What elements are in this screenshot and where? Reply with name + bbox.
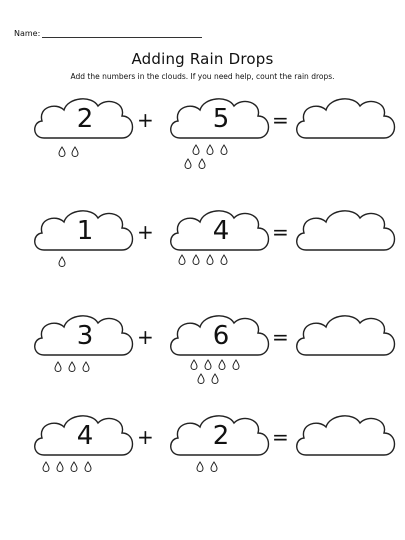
name-row bbox=[14, 29, 202, 38]
plus-sign: + bbox=[137, 220, 154, 244]
addend-number: 2 bbox=[76, 104, 94, 134]
rain-drop-icon bbox=[197, 373, 205, 384]
addend-cloud-b bbox=[166, 311, 276, 361]
answer-cloud[interactable] bbox=[292, 94, 402, 144]
rain-drop-icon bbox=[58, 256, 66, 267]
rain-drop-icon bbox=[70, 461, 78, 472]
addend-number: 5 bbox=[212, 104, 230, 134]
rain-drop-icon bbox=[58, 146, 66, 157]
addend-cloud-a bbox=[30, 311, 140, 361]
problem-row-1 bbox=[0, 88, 405, 198]
rain-drop-icon bbox=[220, 144, 228, 155]
equals-sign: = bbox=[272, 425, 289, 449]
rain-drop-icon bbox=[232, 359, 240, 370]
addend-number: 3 bbox=[76, 321, 94, 351]
addend-cloud-b bbox=[166, 206, 276, 256]
addend-cloud-a bbox=[30, 94, 140, 144]
equals-sign: = bbox=[272, 108, 289, 132]
worksheet-title: Adding Rain Drops bbox=[131, 50, 274, 68]
addend-cloud-a bbox=[30, 206, 140, 256]
rain-drop-icon bbox=[196, 461, 204, 472]
problem-row-3 bbox=[0, 305, 405, 415]
rain-drop-icon bbox=[71, 146, 79, 157]
rain-drop-icon bbox=[206, 254, 214, 265]
rain-drop-icon bbox=[210, 461, 218, 472]
rain-drop-icon bbox=[56, 461, 64, 472]
answer-cloud[interactable] bbox=[292, 206, 402, 256]
addend-cloud-a bbox=[30, 411, 140, 461]
addend-number: 4 bbox=[76, 421, 94, 451]
plus-sign: + bbox=[137, 108, 154, 132]
rain-drop-icon bbox=[192, 144, 200, 155]
name-label: Name: bbox=[14, 29, 41, 38]
rain-drop-icon bbox=[220, 254, 228, 265]
problem-row-2 bbox=[0, 200, 405, 310]
addend-number: 2 bbox=[212, 421, 230, 451]
name-field-line[interactable] bbox=[42, 29, 202, 38]
rain-drop-icon bbox=[42, 461, 50, 472]
rain-drop-icon bbox=[84, 461, 92, 472]
rain-drop-icon bbox=[54, 361, 62, 372]
rain-drop-icon bbox=[192, 254, 200, 265]
rain-drop-icon bbox=[190, 359, 198, 370]
answer-cloud[interactable] bbox=[292, 411, 402, 461]
problem-row-4 bbox=[0, 405, 405, 515]
rain-drop-icon bbox=[218, 359, 226, 370]
rain-drop-icon bbox=[178, 254, 186, 265]
equals-sign: = bbox=[272, 325, 289, 349]
equals-sign: = bbox=[272, 220, 289, 244]
addend-number: 6 bbox=[212, 321, 230, 351]
rain-drop-icon bbox=[82, 361, 90, 372]
rain-drop-icon bbox=[206, 144, 214, 155]
rain-drop-icon bbox=[211, 373, 219, 384]
rain-drop-icon bbox=[204, 359, 212, 370]
rain-drop-icon bbox=[198, 158, 206, 169]
rain-drop-icon bbox=[184, 158, 192, 169]
plus-sign: + bbox=[137, 425, 154, 449]
addend-cloud-b bbox=[166, 411, 276, 461]
plus-sign: + bbox=[137, 325, 154, 349]
addend-cloud-b bbox=[166, 94, 276, 144]
rain-drop-icon bbox=[68, 361, 76, 372]
worksheet-instructions: Add the numbers in the clouds. If you need help, count the rain drops. bbox=[70, 72, 335, 81]
addend-number: 1 bbox=[76, 216, 94, 246]
answer-cloud[interactable] bbox=[292, 311, 402, 361]
addend-number: 4 bbox=[212, 216, 230, 246]
